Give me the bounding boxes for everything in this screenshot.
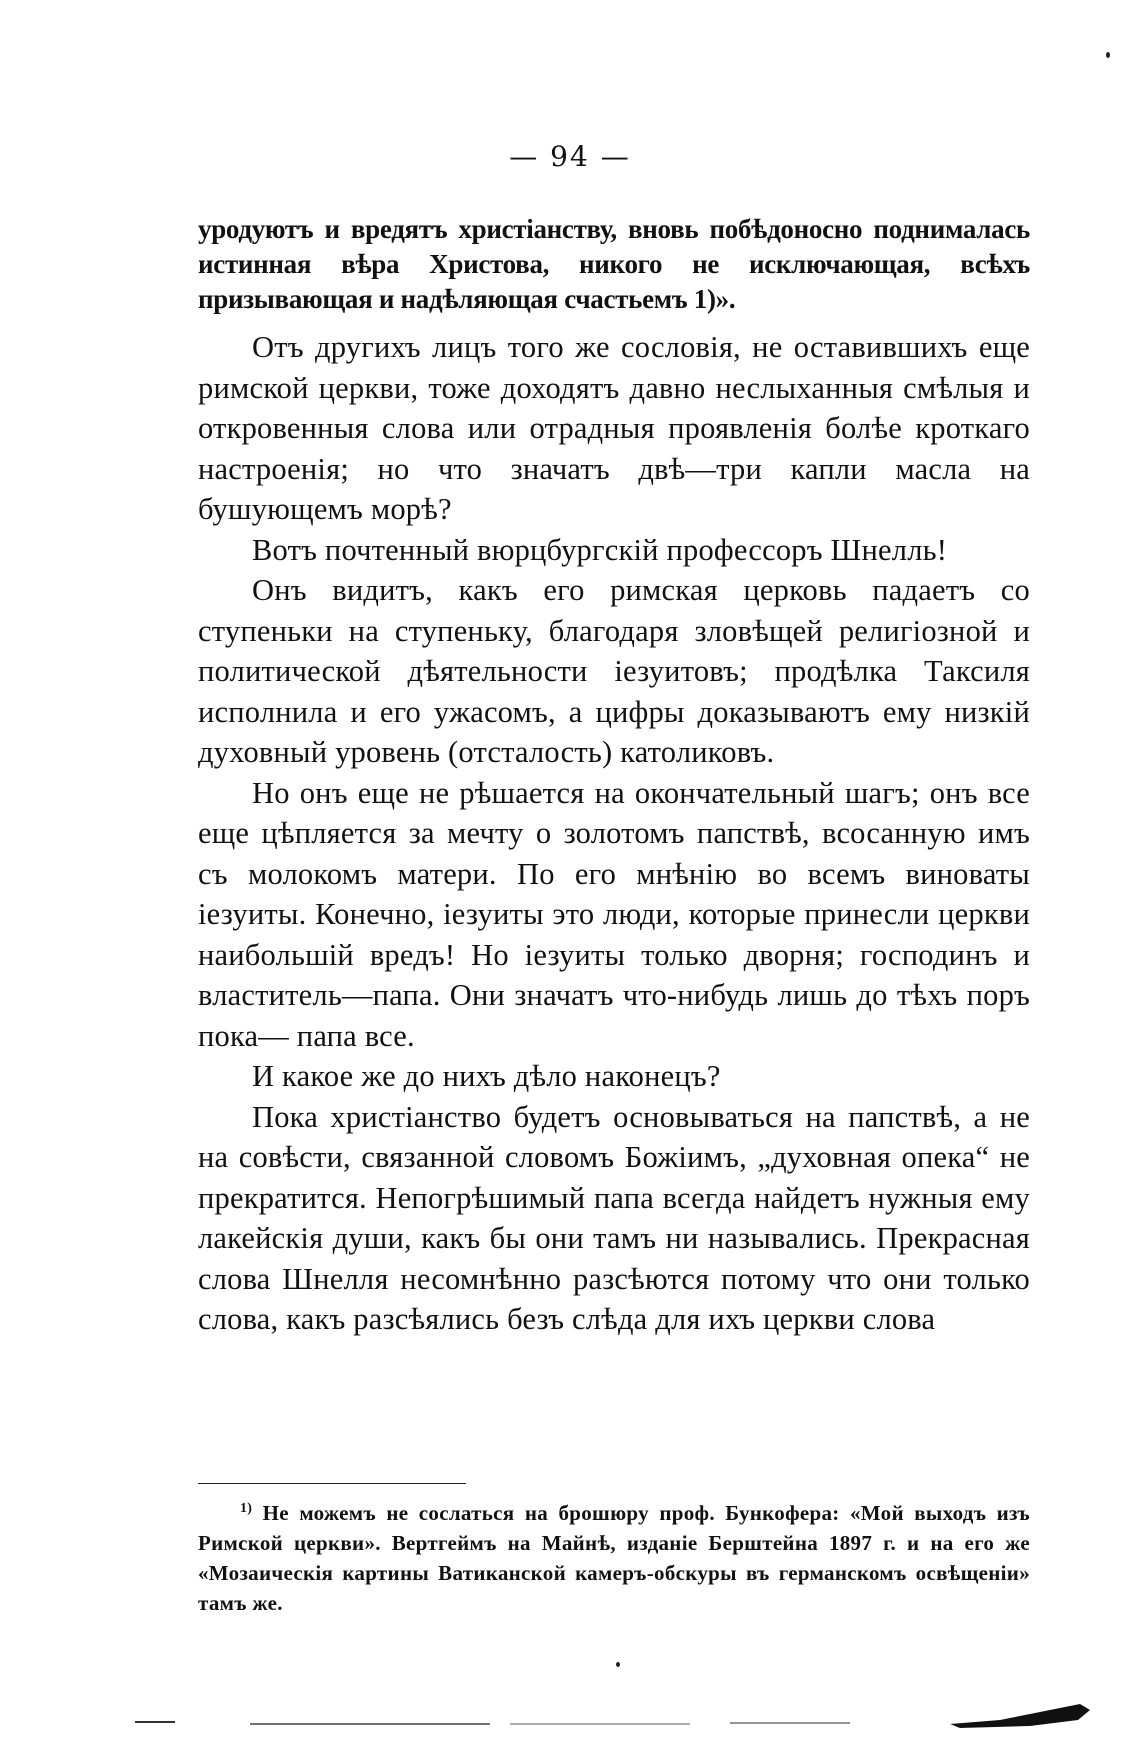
body-text (198, 212, 1030, 1340)
paragraph: Но онъ еще не рѣшается на окончательный шагъ; онъ все еще цѣпляется за мечту о золотомъ папствѣ, всосанную имъ съ молокомъ матери. По его мнѣнію во всемъ виноваты іезуиты. Конечно, іезуиты это люди, которые принесли церкви наибольшій вредъ! Но іезуиты только дворня; господинъ и властитель—папа. Они значатъ что-нибудь лишь до тѣхъ поръ пока— папа все. (198, 775, 1030, 1053)
footnote (198, 1494, 1030, 1618)
footnote-text: Не можемъ не сослаться на брошюру проф. Бункофера: «Мой выходъ изъ Римской церкви». Вертгеймъ на Майнѣ, изданіе Берштейна 1897 г. и на его же «Мозаическія картины Ватиканской камеръ-обскуры въ германскомъ освѣщеніи» тамъ же. (198, 1501, 1030, 1615)
page-number: — 94 — (509, 140, 631, 173)
footnote-divider (198, 1483, 466, 1484)
paragraph: Пока христіанство будетъ основываться на папствѣ, а не на совѣсти, связанной словомъ Божіимъ, „духовная опека“ не прекратится. Непогрѣшимый папа всегда найдетъ нужныя ему лакейскія души, какъ бы они тамъ ни назывались. Прекрасная слова Шнелля несомнѣнно разсѣются потому что они только слова, какъ разсѣялись безъ слѣда для ихъ церкви слова (198, 1099, 1030, 1336)
paragraph: И какое же до нихъ дѣло наконецъ? (252, 1059, 721, 1093)
scan-speck (616, 1662, 620, 1667)
paragraph: Онъ видитъ, какъ его римская церковь падаетъ со ступеньки на ступеньку, благодаря зловѣщей религіозной и политической дѣятельности іезуитовъ; продѣлка Таксиля исполнила и его ужасомъ, а цифры доказываютъ ему низкій духовный уровень (отсталость) католиковъ. (198, 573, 1030, 769)
continued-quote-paragraph: уродуютъ и вредятъ христіанству, вновь побѣдоносно поднималась истинная вѣра Христова, никого не исключающая, всѣхъ призывающая и надѣляющая счастьемъ 1)». (198, 214, 1030, 314)
footnote-marker: 1) (240, 1501, 253, 1516)
paragraph: Вотъ почтенный вюрцбургскій профессоръ Шнелль! (252, 532, 948, 567)
paragraph: Отъ другихъ лицъ того же сословія, не оставившихъ еще римской церкви, тоже доходятъ давно неслыханныя смѣлыя и откровенныя слова или отрадныя проявленія болѣе кроткаго настроенія; но что значатъ двѣ—три капли масла на бушующемъ морѣ? (198, 330, 1030, 526)
scan-speck (1106, 52, 1110, 58)
scan-edge-artifact (130, 1700, 1100, 1730)
